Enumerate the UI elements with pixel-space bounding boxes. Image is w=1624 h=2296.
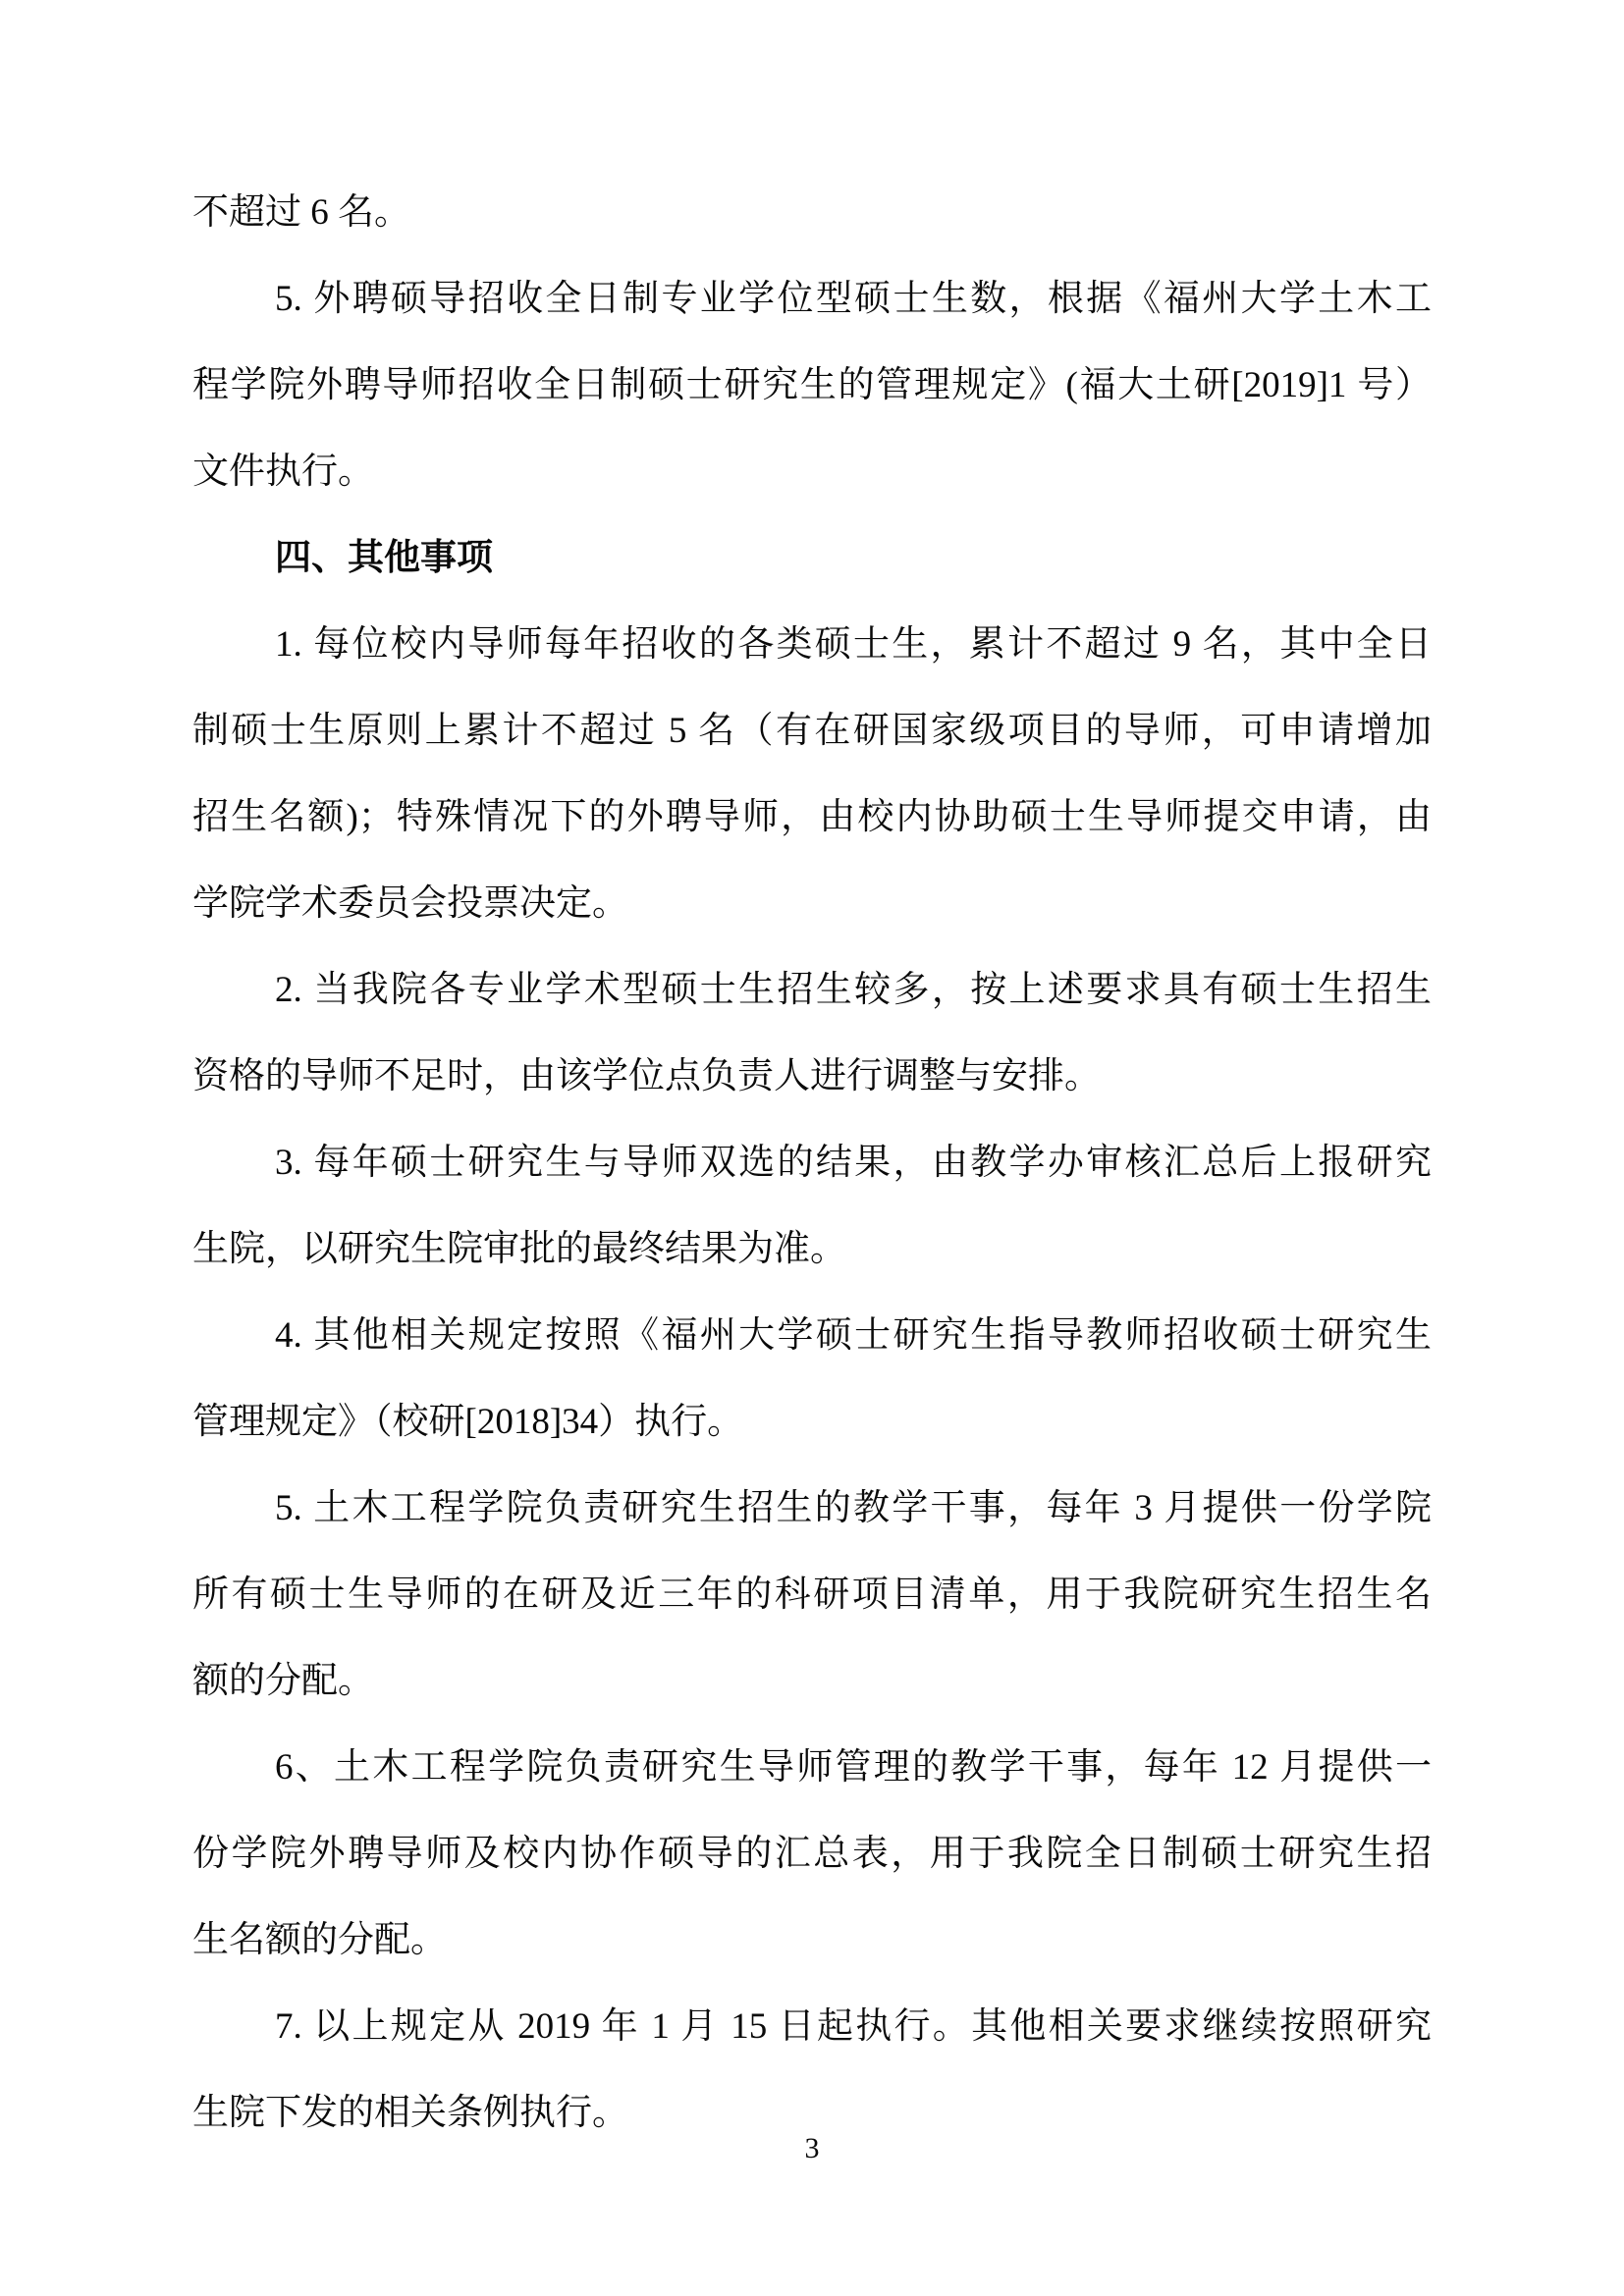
document-line: 招生名额)；特殊情况下的外聘导师，由校内协助硕士生导师提交申请，由 [192, 797, 1432, 837]
document-line: 生院，以研究生院审批的最终结果为准。 [192, 1229, 846, 1269]
document-line: 6、土木工程学院负责研究生导师管理的教学干事，每年 12 月提供一 [275, 1747, 1432, 1788]
document-line: 3. 每年硕士研究生与导师双选的结果，由教学办审核汇总后上报研究 [275, 1143, 1432, 1183]
document-line: 2. 当我院各专业学术型硕士生招生较多，按上述要求具有硕士生招生 [275, 970, 1432, 1010]
document-line: 生院下发的相关条例执行。 [192, 2093, 628, 2133]
document-line: 程学院外聘导师招收全日制硕士研究生的管理规定》(福大土研[2019]1 号） [192, 365, 1432, 405]
document-line: 所有硕士生导师的在研及近三年的科研项目清单，用于我院研究生招生名 [192, 1575, 1432, 1615]
document-body [192, 170, 1432, 2157]
document-line: 管理规定》（校研[2018]34）执行。 [192, 1402, 744, 1442]
document-line: 额的分配。 [192, 1661, 374, 1701]
document-line: 生名额的分配。 [192, 1920, 447, 1960]
document-line: 不超过 6 名。 [192, 192, 410, 233]
document-line: 5. 外聘硕导招收全日制专业学位型硕士生数，根据《福州大学土木工 [275, 279, 1432, 319]
document-line: 5. 土木工程学院负责研究生招生的教学干事，每年 3 月提供一份学院 [275, 1488, 1432, 1528]
document-line: 份学院外聘导师及校内协作硕导的汇总表，用于我院全日制硕士研究生招 [192, 1834, 1432, 1874]
document-line: 制硕士生原则上累计不超过 5 名（有在研国家级项目的导师，可申请增加 [192, 711, 1432, 751]
document-line: 文件执行。 [192, 452, 374, 492]
section-heading-other-matters: 四、其他事项 [275, 538, 493, 578]
document-line: 4. 其他相关规定按照《福州大学硕士研究生指导教师招收硕士研究生 [275, 1315, 1432, 1356]
document-line: 学院学术委员会投票决定。 [192, 883, 628, 924]
document-line: 7. 以上规定从 2019 年 1 月 15 日起执行。其他相关要求继续按照研究 [275, 2006, 1432, 2047]
page-number: 3 [804, 2132, 820, 2164]
document-line: 1. 每位校内导师每年招收的各类硕士生，累计不超过 9 名，其中全日 [275, 624, 1432, 665]
document-line: 资格的导师不足时，由该学位点负责人进行调整与安排。 [192, 1056, 1101, 1096]
